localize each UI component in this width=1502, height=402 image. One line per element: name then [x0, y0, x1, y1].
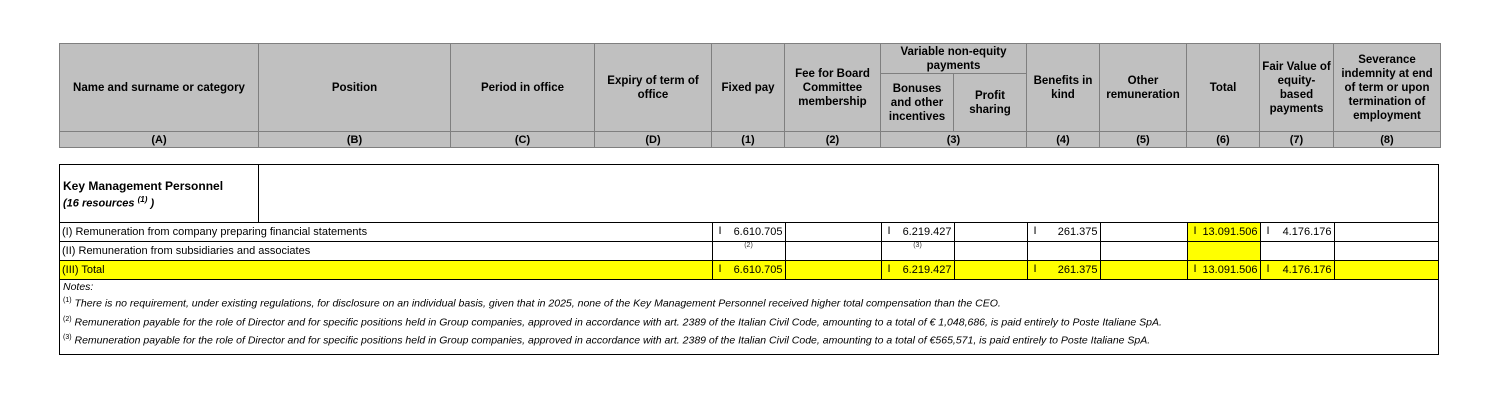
- table-row-total: [60, 261, 1438, 280]
- kmp-note-ref: (1): [137, 195, 148, 204]
- profit-cell: [954, 223, 1027, 242]
- note-ref: (2): [63, 315, 72, 323]
- fee-cell: [785, 261, 881, 280]
- fixed-pay-cell: I 6.610.705: [712, 223, 785, 242]
- kmp-resources: [63, 195, 154, 210]
- letter-2: (2): [785, 132, 881, 148]
- header-fixed-pay: Fixed pay: [712, 44, 785, 132]
- fixed-pay-ref: (2): [712, 242, 785, 261]
- row-label: (II) Remuneration from subsidiaries and associates: [60, 242, 712, 261]
- header-position: Position: [259, 44, 451, 132]
- other-cell: [1100, 242, 1187, 261]
- kmp-resources-text: (16 resources: [63, 197, 135, 210]
- other-cell: [1100, 223, 1187, 242]
- benefits-cell: [1027, 242, 1100, 261]
- note-ref: (1): [63, 297, 72, 304]
- header-bonuses: Bonuses and other incentives: [881, 74, 954, 132]
- remuneration-table: [60, 222, 1439, 280]
- note-item: [63, 334, 1162, 347]
- notes: [63, 281, 1162, 353]
- total-cell: I 13.091.506: [1187, 223, 1260, 242]
- letter-8: (8): [1334, 132, 1441, 148]
- total-cell: [1187, 242, 1260, 261]
- letter-d: (D): [595, 132, 712, 148]
- severance-cell: [1334, 242, 1438, 261]
- note-text: Remuneration payable for the role of Director and for specific positions held in Group companies, approved in accordance with art. 2389 of the Italian Civil Code, amounting to a total of €565,571, is paid entirely to Poste Italiane SpA.: [74, 334, 1151, 347]
- fixed-pay-cell: I 6.610.705: [712, 261, 785, 280]
- header-expiry: Expiry of term of office: [595, 44, 712, 132]
- bonuses-ref: (3): [881, 242, 954, 261]
- header-fee-board: Fee for Board Committee membership: [785, 44, 881, 132]
- letter-4: (4): [1027, 132, 1100, 148]
- header-fair-value: Fair Value of equity-based payments: [1260, 44, 1334, 132]
- note-text: Remuneration payable for the role of Director and for specific positions held in Group companies, approved in accordance with art. 2389 of the Italian Civil Code, amounting to a total of € 1,048,686, is paid entirely to Poste Italiane SpA.: [74, 316, 1162, 328]
- header-name: Name and surname or category: [60, 44, 259, 132]
- letter-6: (6): [1187, 132, 1260, 148]
- table-row: [60, 223, 1438, 242]
- fair-value-cell: I 4.176.176: [1260, 223, 1334, 242]
- severance-cell: [1334, 261, 1438, 280]
- fair-value-cell: I 4.176.176: [1260, 261, 1334, 280]
- total-cell: I 13.091.506: [1187, 261, 1260, 280]
- benefits-cell: I 261.375: [1027, 223, 1100, 242]
- kmp-panel: [59, 164, 1439, 355]
- bonuses-cell: I 6.219.427: [881, 261, 954, 280]
- row-label: (III) Total: [60, 261, 712, 280]
- note-text: There is no requirement, under existing regulations, for disclosure on an individual basis, given that in 2025, none of the Key Management Personnel received higher total compensation than the CEO.: [74, 297, 1001, 310]
- row-label: (I) Remuneration from company preparing financial statements: [60, 223, 712, 242]
- header-profit: Profit sharing: [954, 74, 1027, 132]
- kmp-close: ): [150, 197, 155, 210]
- fee-cell: [785, 242, 881, 261]
- letter-5: (5): [1100, 132, 1187, 148]
- header-benefits: Benefits in kind: [1027, 44, 1100, 132]
- benefits-cell: I 261.375: [1027, 261, 1100, 280]
- header-variable: Variable non-equity payments: [881, 44, 1027, 74]
- note-ref: (3): [63, 334, 72, 341]
- letter-c: (C): [451, 132, 595, 148]
- header-total: Total: [1187, 44, 1260, 132]
- table-row: [60, 242, 1438, 261]
- other-cell: [1100, 261, 1187, 280]
- letter-b: (B): [259, 132, 451, 148]
- header-severance: Severance indemnity at end of term or upon termination of employment: [1334, 44, 1441, 132]
- kmp-cell: [60, 165, 259, 223]
- note-item: [63, 316, 1162, 329]
- notes-heading: Notes:: [63, 281, 94, 293]
- letter-a: (A): [60, 132, 259, 148]
- letter-3: (3): [881, 132, 1027, 148]
- letter-1: (1): [712, 132, 785, 148]
- letter-7: (7): [1260, 132, 1334, 148]
- header-period: Period in office: [451, 44, 595, 132]
- header-table: [59, 43, 1441, 148]
- profit-cell: [954, 261, 1027, 280]
- bonuses-cell: I 6.219.427: [881, 223, 954, 242]
- fair-value-cell: [1260, 242, 1334, 261]
- note-item: [63, 297, 1162, 310]
- header-other: Other remuneration: [1100, 44, 1187, 132]
- fee-cell: [785, 223, 881, 242]
- severance-cell: [1334, 223, 1438, 242]
- profit-cell: [954, 242, 1027, 261]
- kmp-title: Key Management Personnel: [63, 179, 224, 193]
